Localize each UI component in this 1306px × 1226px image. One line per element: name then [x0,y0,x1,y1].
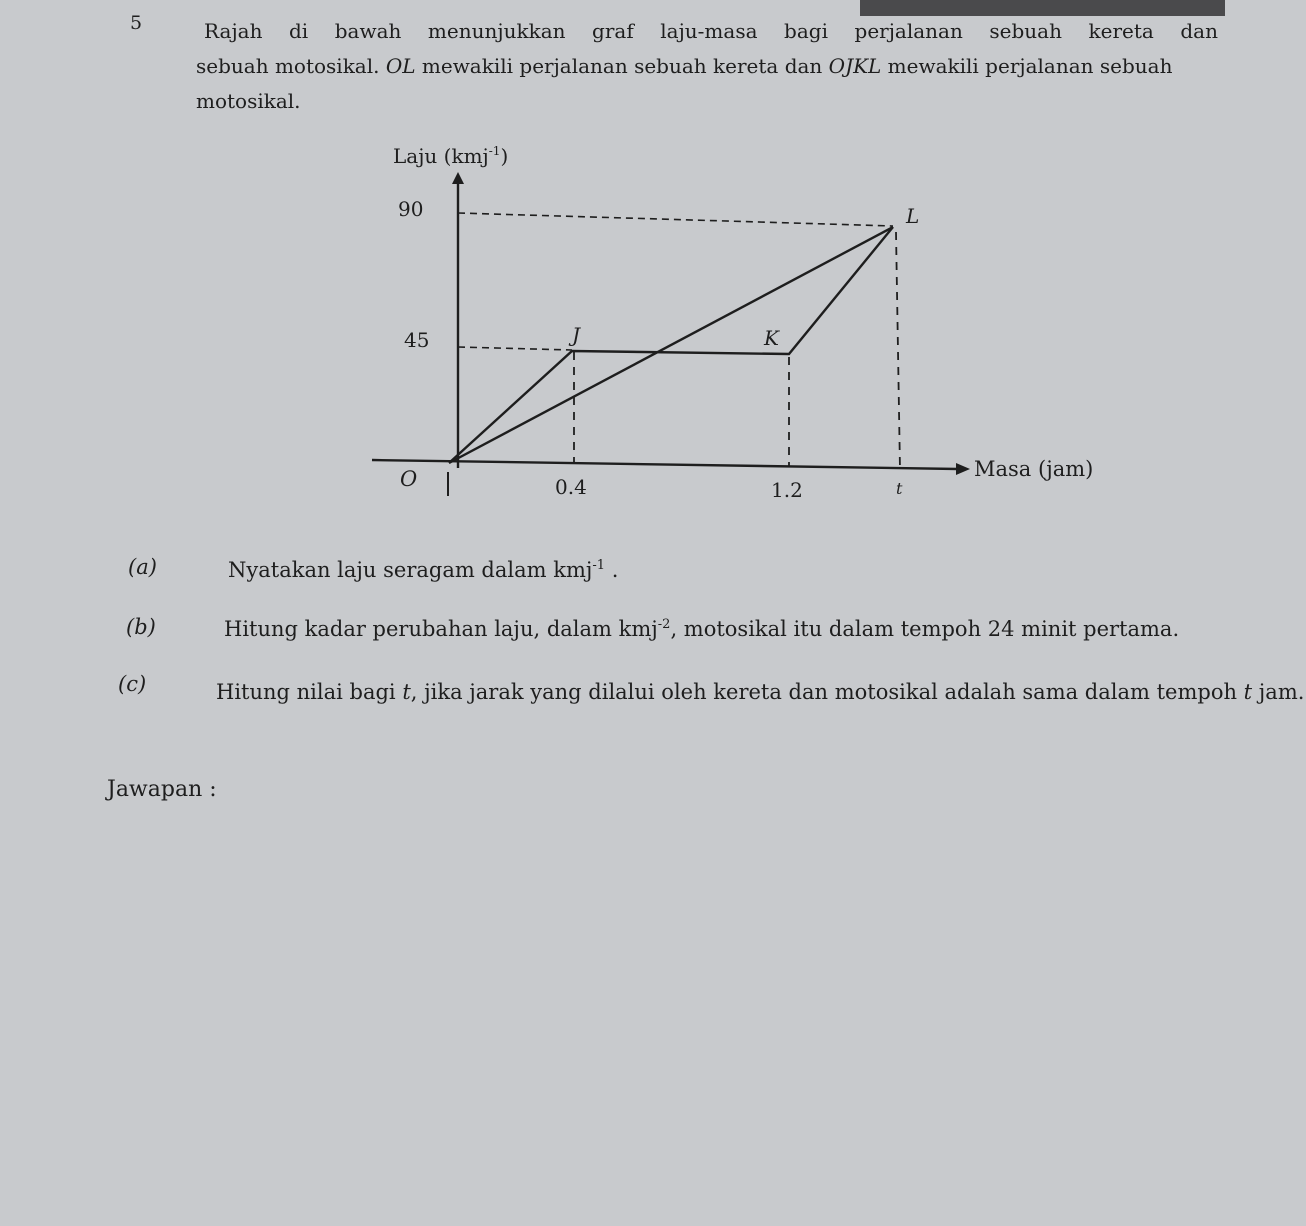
car-path-label: OL [385,54,416,78]
x-tick-1.2: 1.2 [771,478,803,502]
part-c-text: Hitung nilai bagi t, jika jarak yang dilalui oleh kereta dan motosikal adalah sama dalam tempoh t jam. [216,680,1305,704]
part-b-text: Hitung kadar perubahan laju, dalam kmj$^{-2}$, motosikal itu dalam tempoh 24 minit pertama. [224,617,1180,641]
x-axis [372,460,958,469]
y-axis-arrow [452,172,464,184]
x-tick-t: t [896,479,903,498]
intro-line-1: Rajah di bawah menunjukkan graf laju-masa bagi perjalanan sebuah kereta dan [204,19,1218,43]
dashed-line-45 [458,347,572,350]
x-tick-0.4: 0.4 [555,475,587,499]
y-tick-90: 90 [398,197,424,221]
point-K-label: K [764,326,779,350]
part-b-label: (b) [126,615,156,639]
x-axis-label: Masa (jam) [974,457,1094,481]
y-axis-label: Laju (kmj$^{-1}$) [393,144,509,168]
question-number: 5 [130,12,143,34]
y-tick-45: 45 [404,328,430,352]
dashed-line-90 [458,213,893,226]
part-a-text: Nyatakan laju seragam dalam kmj$^{-1}$ . [228,558,619,582]
dashed-line-t [896,232,900,470]
intro-line-2: sebuah motosikal. OL mewakili perjalanan sebuah kereta dan OJKL mewakili perjalanan sebuah [196,54,1173,78]
intro-line-3: motosikal. [196,89,301,113]
car-line-OL [449,227,893,463]
point-L-label: L [906,204,920,228]
part-c-label: (c) [118,672,147,696]
speed-time-graph [0,0,1286,560]
answer-label: Jawapan : [107,777,217,802]
part-a-label: (a) [128,555,157,579]
point-J-label: J [572,323,581,347]
x-axis-arrow [956,463,970,475]
origin-label: O [400,467,418,491]
motorcycle-path-label: OJKL [828,54,882,78]
